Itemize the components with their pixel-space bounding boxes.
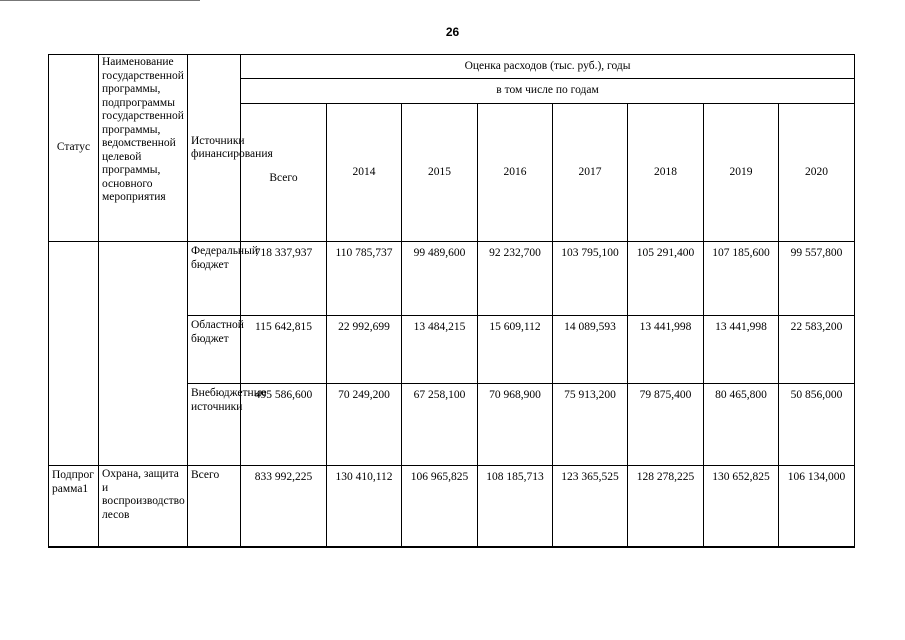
cell-value: 110 785,737 (327, 242, 402, 316)
cell-value: 15 609,112 (478, 316, 553, 384)
cell-value: 13 441,998 (628, 316, 704, 384)
header-year: 2014 (327, 104, 402, 242)
cell-value: 50 856,000 (779, 384, 855, 466)
table-row (49, 466, 855, 547)
row-source: Всего (188, 466, 241, 547)
header-year: 2020 (779, 104, 855, 242)
cell-value: 99 557,800 (779, 242, 855, 316)
cell-value: 70 249,200 (327, 384, 402, 466)
header-source: Источники финансирования (188, 55, 241, 242)
cell-value: 123 365,525 (553, 466, 628, 547)
cell-value: 718 337,937 (241, 242, 327, 316)
cell-value: 105 291,400 (628, 242, 704, 316)
cell-value: 106 965,825 (402, 466, 478, 547)
row-name: Охрана, защита и воспроизводство лесов (99, 466, 188, 547)
row-source: Федеральный бюджет (188, 242, 241, 316)
cell-value: 99 489,600 (402, 242, 478, 316)
header-year: 2019 (704, 104, 779, 242)
page-number: 26 (445, 25, 460, 39)
cell-value: 14 089,593 (553, 316, 628, 384)
cell-value: 22 992,699 (327, 316, 402, 384)
header-year: 2016 (478, 104, 553, 242)
row-name (99, 242, 188, 466)
row-source: Областной бюджет (188, 316, 241, 384)
cell-value: 495 586,600 (241, 384, 327, 466)
cell-value: 13 441,998 (704, 316, 779, 384)
table-row (49, 242, 855, 316)
cell-value: 128 278,225 (628, 466, 704, 547)
header-estimate: Оценка расходов (тыс. руб.), годы (241, 55, 855, 79)
cell-value: 79 875,400 (628, 384, 704, 466)
cell-value: 103 795,100 (553, 242, 628, 316)
cell-value: 130 410,112 (327, 466, 402, 547)
header-by-years: в том числе по годам (241, 79, 855, 104)
header-total: Всего (241, 104, 327, 242)
top-rule (0, 0, 200, 1)
expense-table (48, 54, 855, 548)
header-status: Статус (49, 55, 99, 242)
header-year: 2018 (628, 104, 704, 242)
row-source: Внебюджетные источники (188, 384, 241, 466)
cell-value: 67 258,100 (402, 384, 478, 466)
cell-value: 115 642,815 (241, 316, 327, 384)
cell-value: 13 484,215 (402, 316, 478, 384)
cell-value: 108 185,713 (478, 466, 553, 547)
cell-value: 22 583,200 (779, 316, 855, 384)
cell-value: 80 465,800 (704, 384, 779, 466)
header-year: 2015 (402, 104, 478, 242)
cell-value: 107 185,600 (704, 242, 779, 316)
header-name: Наименование государственной программы, подпрограммы государственной программы, ведомственной целевой программы, основного мероприятия (99, 55, 188, 242)
cell-value: 70 968,900 (478, 384, 553, 466)
cell-value: 130 652,825 (704, 466, 779, 547)
cell-value: 106 134,000 (779, 466, 855, 547)
cell-value: 75 913,200 (553, 384, 628, 466)
row-status: Подпрограмма1 (49, 466, 99, 547)
row-status (49, 242, 99, 466)
cell-value: 833 992,225 (241, 466, 327, 547)
cell-value: 92 232,700 (478, 242, 553, 316)
header-year: 2017 (553, 104, 628, 242)
